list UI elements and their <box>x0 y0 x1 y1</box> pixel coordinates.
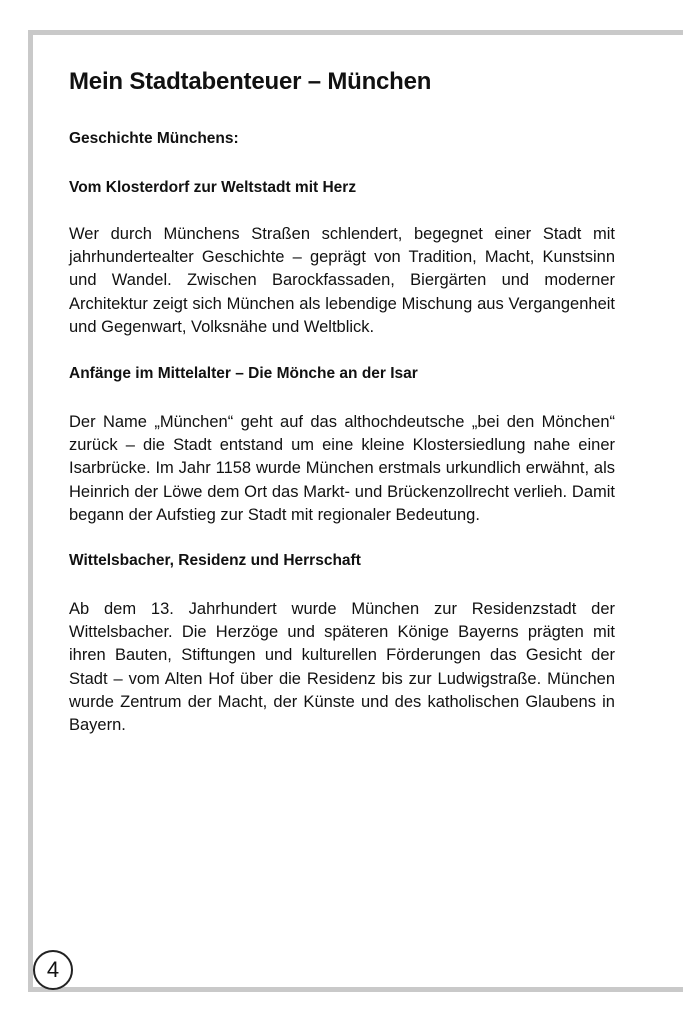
section-heading-klosterdorf: Vom Klosterdorf zur Weltstadt mit Herz <box>69 179 357 196</box>
page-title: Mein Stadtabenteuer – München <box>69 68 432 95</box>
paragraph-klosterdorf: Wer durch Münchens Straßen schlendert, begegnet einer Stadt mit jahrhundertealter Geschichte – geprägt von Tradition, Macht, Kunstsinn und Wandel. Zwischen Barockfassaden, Biergärten und moderner Architektur zeigt sich München als lebendige Mischung aus Vergangenheit und Gegenwart, Volksnähe und Weltblick. <box>69 225 615 336</box>
section-heading-mittelalter: Anfänge im Mittelalter – Die Mönche an der Isar <box>69 365 418 383</box>
paragraph-wittelsbacher: Ab dem 13. Jahrhundert wurde München zur Residenzstadt der Wittelsbacher. Die Herzöge und späteren Könige Bayerns prägten mit ihren Bauten, Stiftungen und kulturellen Förderungen das Gesicht der Stadt – vom Alten Hof über die Residenz bis zur Ludwigstraße. München wurde Zentrum der Macht, der Künste und des katholischen Glaubens in Bayern. <box>69 600 615 735</box>
document-content <box>69 66 615 737</box>
section-heading-geschichte: Geschichte Münchens: <box>69 130 239 147</box>
page-number-badge <box>33 950 73 990</box>
section-heading-wittelsbacher: Wittelsbacher, Residenz und Herrschaft <box>69 552 361 570</box>
paragraph-mittelalter: Der Name „München“ geht auf das althochdeutsche „bei den Mönchen“ zurück – die Stadt entstand um eine kleine Klostersiedlung nahe einer Isarbrücke. Im Jahr 1158 wurde München erstmals urkundlich erwähnt, als Heinrich der Löwe dem Ort das Markt- und Brückenzollrecht verlieh. Damit begann der Aufstieg zur Stadt mit regionaler Bedeutung. <box>69 413 615 524</box>
page-number: 4 <box>46 957 60 982</box>
